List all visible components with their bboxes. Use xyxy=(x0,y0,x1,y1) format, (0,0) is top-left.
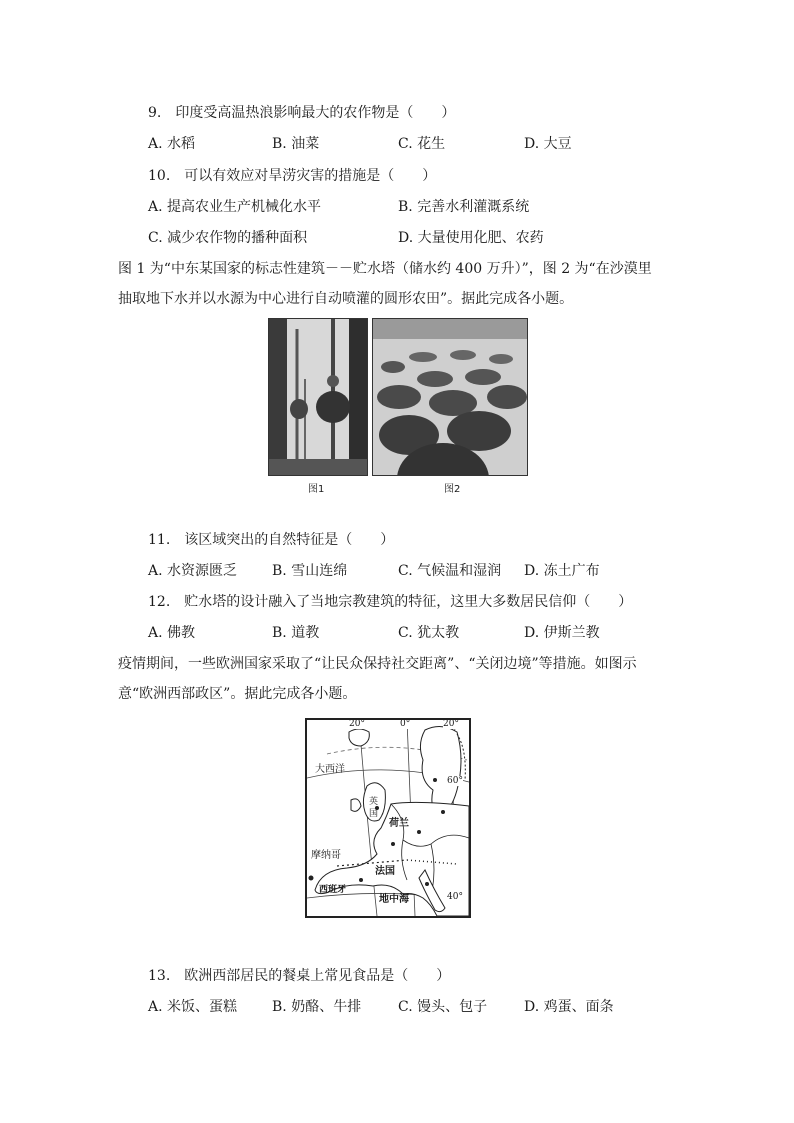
q11-option-b: B. 雪山连绵 xyxy=(272,563,348,579)
q10-option-a: A. 提高农业生产机械化水平 xyxy=(148,199,322,215)
q11-option-c: C. 气候温和湿润 xyxy=(398,563,502,579)
map-label-atlantic: 大西洋 xyxy=(315,764,345,775)
q9-option-d: D. 大豆 xyxy=(524,136,572,152)
figure-circular-fields xyxy=(372,318,528,476)
q12-option-d: D. 伊斯兰教 xyxy=(524,625,600,641)
figure1-caption: 图1 xyxy=(308,484,325,495)
intro1-line2: 抽取地下水并以水源为中心进行自动喷灌的圆形农田”。据此完成各小题。 xyxy=(118,291,574,307)
q12-stem: 12. 贮水塔的设计融入了当地宗教建筑的特征，这里大多数居民信仰（ ） xyxy=(148,594,633,610)
q12-option-a: A. 佛教 xyxy=(148,625,196,641)
q12-option-c: C. 犹太教 xyxy=(398,625,460,641)
q11-option-d: D. 冻土广布 xyxy=(524,563,600,579)
q9-option-c: C. 花生 xyxy=(398,136,446,152)
intro2-line2: 意“欧洲西部政区”。据此完成各小题。 xyxy=(118,686,357,702)
map-label-france: 法国 xyxy=(375,866,395,877)
q10-option-c: C. 减少农作物的播种面积 xyxy=(148,230,308,246)
q9-option-b: B. 油菜 xyxy=(272,136,320,152)
intro1-line1: 图 1 为“中东某国家的标志性建筑－－贮水塔（储水约 400 万升）”，图 2 为“在沙漠里 xyxy=(118,261,652,277)
map-label-monaco: 摩纳哥 xyxy=(311,850,341,861)
q9-stem: 9. 印度受高温热浪影响最大的农作物是（ ） xyxy=(148,105,456,121)
map-label-med: 地中海 xyxy=(379,894,409,905)
q13-stem: 13. 欧洲西部居民的餐桌上常见食品是（ ） xyxy=(148,968,451,984)
map-label-spain: 西班牙 xyxy=(319,885,347,895)
q9-option-a: A. 水稻 xyxy=(148,136,196,152)
q10-option-d: D. 大量使用化肥、农药 xyxy=(398,230,544,246)
map-lat-60: 60° xyxy=(447,776,463,786)
map-lon-0: 0° xyxy=(400,719,411,729)
water-tower-image xyxy=(269,319,367,475)
q10-option-b: B. 完善水利灌溉系统 xyxy=(398,199,530,215)
map-lat-40: 40° xyxy=(447,892,463,902)
q13-option-c: C. 馒头、包子 xyxy=(398,999,488,1015)
q13-option-a: A. 米饭、蛋糕 xyxy=(148,999,238,1015)
q12-option-b: B. 道教 xyxy=(272,625,320,641)
circular-fields-image xyxy=(373,319,527,475)
q13-option-b: B. 奶酪、牛排 xyxy=(272,999,362,1015)
western-europe-map xyxy=(305,718,471,918)
figure2-caption: 图2 xyxy=(444,484,461,495)
map-label-uk: 英国 xyxy=(369,797,379,819)
figure-water-towers xyxy=(268,318,368,476)
intro2-line1: 疫情期间，一些欧洲国家采取了“让民众保持社交距离”、“关闭边境”等措施。如图示 xyxy=(118,656,637,672)
q10-stem: 10. 可以有效应对旱涝灾害的措施是（ ） xyxy=(148,168,437,184)
q13-option-d: D. 鸡蛋、面条 xyxy=(524,999,614,1015)
map-label-netherlands: 荷兰 xyxy=(389,818,409,829)
q11-stem: 11. 该区域突出的自然特征是（ ） xyxy=(148,532,395,548)
map-lon-20w: 20° xyxy=(349,719,365,729)
map-lon-20e: 20° xyxy=(443,719,459,729)
q11-option-a: A. 水资源匮乏 xyxy=(148,563,238,579)
